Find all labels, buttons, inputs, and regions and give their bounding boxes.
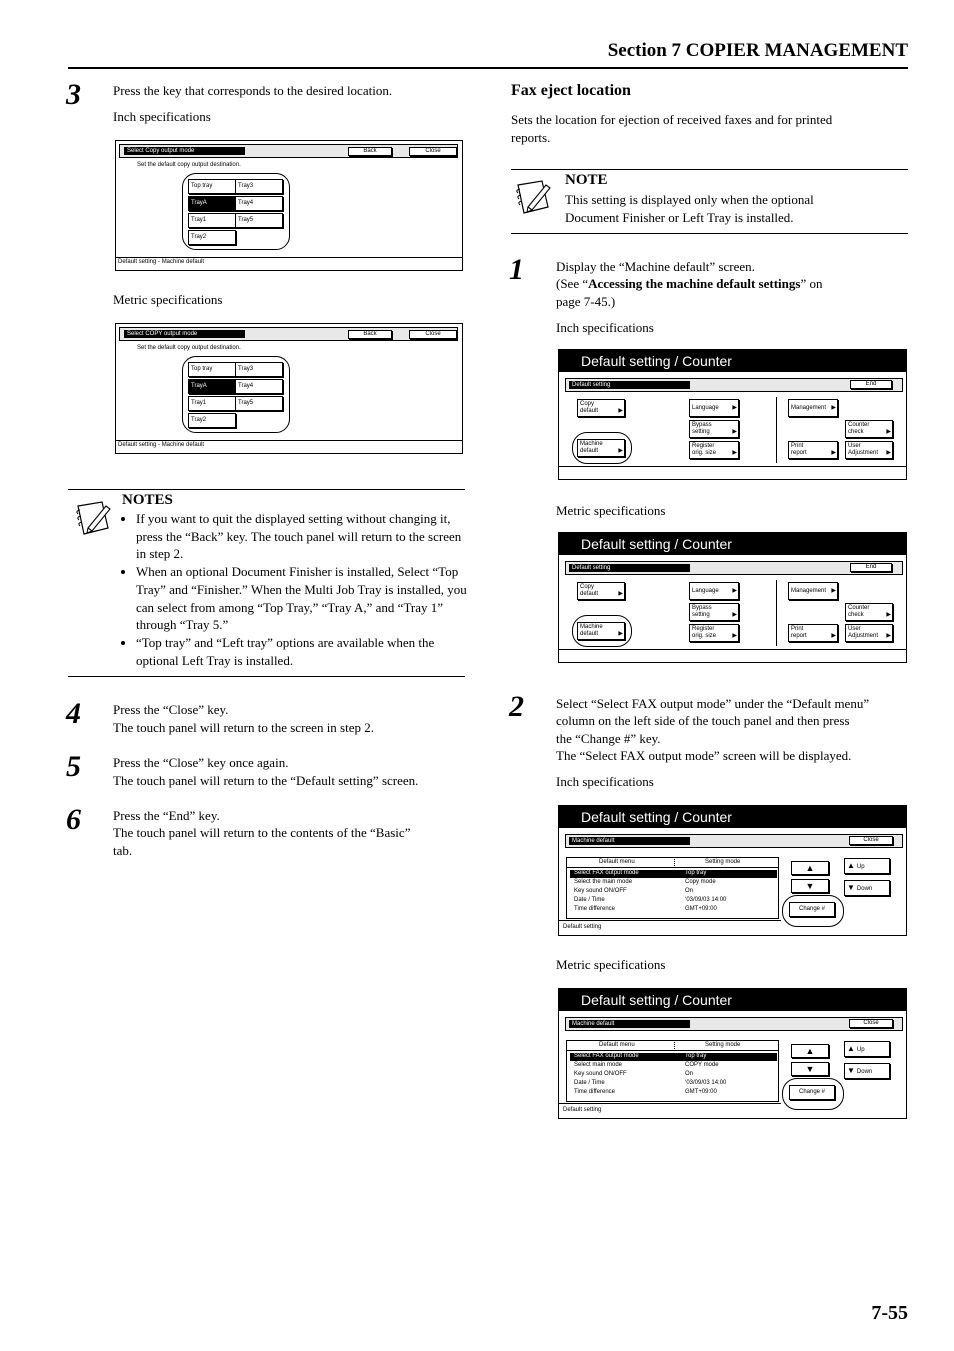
note-item: • When an optional Document Finisher is installed, Select “Top Tray” and “Finisher.” When the Multi Job Tray is installed, you can select from among “Top Tray,” “Tray A,” and “Tray 1” through “Tray 5.” [136, 563, 468, 634]
screen-footer: Default setting [563, 924, 602, 930]
step4-line1: Press the “Close” key. [113, 702, 229, 717]
step2-line1: Select “Select FAX output mode” under the “Default menu” [556, 696, 870, 711]
step2-line2: column on the left side of the touch panel and then press [556, 713, 850, 728]
step-number-6: 6 [66, 803, 81, 836]
step6-line3: tab. [113, 843, 133, 858]
tray3-button[interactable]: Tray3 [235, 362, 283, 377]
footer-divider [559, 920, 781, 921]
menu-row[interactable]: Date / Time ‘03/09/03 14:00 [574, 897, 727, 903]
footer-divider [116, 257, 462, 258]
up-button[interactable]: ▲ Up [844, 1041, 890, 1057]
footer-divider [559, 1103, 781, 1104]
tray5-button[interactable]: Tray5 [235, 396, 283, 411]
down-icon: ▼ [847, 883, 855, 892]
col-header-menu: Default menu [599, 1042, 635, 1048]
menu-row[interactable]: Time difference GMT+09:00 [574, 1089, 717, 1095]
machine-default-screen-metric [558, 988, 907, 1119]
close-button[interactable]: Close [409, 330, 457, 339]
default-setting-screen-metric [558, 532, 907, 663]
step6-line2: The touch panel will return to the contents of the “Basic” [113, 825, 411, 840]
step1-line3: page 7-45.) [556, 294, 616, 309]
counter-check-button[interactable]: Counter check ▶ [845, 420, 893, 438]
register-orig-size-button[interactable]: Register orig. size ▶ [689, 624, 739, 642]
end-button[interactable]: End [850, 380, 892, 389]
step-number-4: 4 [66, 697, 81, 730]
sub-title: Machine default [569, 837, 690, 845]
traya-button[interactable]: TrayA [188, 196, 236, 211]
footer-divider [559, 466, 906, 467]
notes-top-rule [68, 489, 465, 490]
copy-output-screen-metric [115, 323, 463, 454]
end-button[interactable]: End [850, 563, 892, 572]
management-button[interactable]: Management ▶ [788, 399, 838, 417]
default-setting-screen-inch [558, 349, 907, 480]
tray1-button[interactable]: Tray1 [188, 213, 236, 228]
header-rule [68, 67, 908, 69]
up-icon: ▲ [847, 1044, 855, 1053]
step5-line2: The touch panel will return to the “Default setting” screen. [113, 773, 419, 788]
bypass-setting-button[interactable]: Bypass setting ▶ [689, 603, 739, 621]
step3-text: Press the key that corresponds to the desired location. [113, 83, 393, 98]
copy-default-button[interactable]: Copy default ▶ [577, 399, 625, 417]
step-number-5: 5 [66, 750, 81, 783]
note-item: • If you want to quit the displayed setting without changing it, press the “Back” key. The touch panel will return to the screen in step 2. [136, 510, 468, 563]
step6-line1: Press the “End” key. [113, 808, 220, 823]
machine-default-button[interactable]: Machine default ▶ [577, 622, 625, 640]
column-divider [776, 580, 777, 646]
tray2-button[interactable]: Tray2 [188, 230, 236, 245]
step2-inch-label: Inch specifications [556, 774, 654, 789]
step2-line3: the “Change #” key. [556, 731, 661, 746]
notes-bottom-rule [68, 676, 465, 677]
register-orig-size-button[interactable]: Register orig. size ▶ [689, 441, 739, 459]
down-icon: ▼ [847, 1066, 855, 1075]
tray4-button[interactable]: Tray4 [235, 379, 283, 394]
notes-heading: NOTES [122, 492, 173, 508]
scroll-down-button[interactable]: ▼ [791, 879, 829, 893]
screen-title-bar [119, 327, 458, 341]
copy-output-screen-inch [115, 140, 463, 271]
scroll-up-button[interactable]: ▲ [791, 861, 829, 875]
screen-title-bar: Default setting / Counter [559, 806, 906, 828]
step1-metric-label: Metric specifications [556, 503, 666, 518]
note-line2: Document Finisher or Left Tray is installed. [565, 210, 794, 225]
menu-row[interactable]: Key sound ON/OFF On [574, 1071, 694, 1077]
down-button[interactable]: ▼ Down [844, 880, 890, 896]
step3-metric-label: Metric specifications [113, 292, 223, 307]
instruction-text: Set the default copy output destination. [137, 345, 241, 351]
default-menu-list [566, 857, 779, 919]
close-button[interactable]: Close [849, 836, 893, 845]
scroll-up-button[interactable]: ▲ [791, 1044, 829, 1058]
screen-footer: Default setting - Machine default [118, 259, 205, 265]
fax-heading: Fax eject location [511, 82, 631, 99]
sub-title-bar [565, 378, 903, 392]
down-button[interactable]: ▼ Down [844, 1063, 890, 1079]
menu-row[interactable]: Date / Time ‘03/09/03 14:00 [574, 1080, 727, 1086]
sub-title: Machine default [569, 1020, 690, 1028]
screen-title-bar [119, 144, 458, 158]
step1-see-line: (See “Accessing the machine default settings” on [556, 276, 823, 291]
step-number-1: 1 [509, 253, 524, 286]
close-button[interactable]: Close [849, 1019, 893, 1028]
step3-inch-label: Inch specifications [113, 109, 211, 124]
notepad-icon [512, 177, 554, 217]
back-button[interactable]: Back [348, 147, 392, 156]
col-header-menu: Default menu [599, 859, 635, 865]
tray3-button[interactable]: Tray3 [235, 179, 283, 194]
step1-line1: Display the “Machine default” screen. [556, 259, 755, 274]
screen-footer: Default setting - Machine default [118, 442, 205, 448]
page-number: 7-55 [871, 1302, 908, 1324]
change-button[interactable]: Change # [789, 1085, 835, 1100]
step2-metric-label: Metric specifications [556, 957, 666, 972]
notepad-icon [72, 498, 114, 538]
top-tray-button[interactable]: Top tray [188, 362, 236, 377]
footer-divider [559, 649, 906, 650]
screen-title-bar: Default setting / Counter [559, 350, 906, 372]
print-report-button[interactable]: Print report ▶ [788, 624, 838, 642]
counter-check-button[interactable]: Counter check ▶ [845, 603, 893, 621]
user-adjustment-button[interactable]: User Adjustment ▶ [845, 624, 893, 642]
note-item: • “Top tray” and “Left tray” options are available when the optional Left Tray is installed. [136, 634, 468, 669]
default-menu-list [566, 1040, 779, 1102]
menu-row-selected[interactable]: Select FAX output mode Top tray [570, 870, 777, 878]
menu-row[interactable]: Select main mode COPY mode [574, 1062, 719, 1068]
up-button[interactable]: ▲ Up [844, 858, 890, 874]
note-heading: NOTE [565, 172, 608, 188]
footer-divider [116, 440, 462, 441]
menu-row[interactable]: Select the main mode Copy mode [574, 879, 716, 885]
fax-intro-line1: Sets the location for ejection of received faxes and for printed [511, 112, 833, 127]
language-button[interactable]: Language ▶ [689, 582, 739, 600]
screen-title-bar: Default setting / Counter [559, 533, 906, 555]
notes-list [114, 510, 468, 669]
fax-intro-line2: reports. [511, 130, 551, 145]
language-button[interactable]: Language ▶ [689, 399, 739, 417]
sub-title: Default setting [569, 381, 690, 389]
change-button[interactable]: Change # [789, 902, 835, 917]
machine-default-button[interactable]: Machine default ▶ [577, 439, 625, 457]
up-icon: ▲ [847, 861, 855, 870]
note-bottom-rule [511, 233, 908, 234]
sub-title-bar [565, 1017, 903, 1031]
traya-button[interactable]: TrayA [188, 379, 236, 394]
user-adjustment-button[interactable]: User Adjustment ▶ [845, 441, 893, 459]
column-divider [776, 397, 777, 463]
menu-row[interactable]: Key sound ON/OFF On [574, 888, 694, 894]
back-button[interactable]: Back [348, 330, 392, 339]
screen-title: Select Copy output mode [124, 147, 245, 155]
tray4-button[interactable]: Tray4 [235, 196, 283, 211]
step-number-2: 2 [509, 690, 524, 723]
sub-title: Default setting [569, 564, 690, 572]
instruction-text: Set the default copy output destination. [137, 162, 241, 168]
section-title: Section 7 COPIER MANAGEMENT [607, 40, 908, 61]
screen-title: Select COPY output mode [124, 330, 245, 338]
screen-footer: Default setting [563, 1107, 602, 1113]
sub-title-bar [565, 561, 903, 575]
menu-row[interactable]: Time difference GMT+09:00 [574, 906, 717, 912]
step-number-3: 3 [66, 78, 81, 111]
screen-title-bar: Default setting / Counter [559, 989, 906, 1011]
bypass-setting-button[interactable]: Bypass setting ▶ [689, 420, 739, 438]
header-rule [567, 867, 778, 868]
scroll-down-button[interactable]: ▼ [791, 1062, 829, 1076]
close-button[interactable]: Close [409, 147, 457, 156]
header-rule [567, 1050, 778, 1051]
print-report-button[interactable]: Print report ▶ [788, 441, 838, 459]
step5-line1: Press the “Close” key once again. [113, 755, 289, 770]
top-tray-button[interactable]: Top tray [188, 179, 236, 194]
management-button[interactable]: Management ▶ [788, 582, 838, 600]
note-top-rule [511, 169, 908, 170]
col-header-mode: Setting mode [705, 859, 741, 865]
step1-inch-label: Inch specifications [556, 320, 654, 335]
machine-default-screen-inch [558, 805, 907, 936]
col-header-mode: Setting mode [705, 1042, 741, 1048]
tray5-button[interactable]: Tray5 [235, 213, 283, 228]
tray2-button[interactable]: Tray2 [188, 413, 236, 428]
copy-default-button[interactable]: Copy default ▶ [577, 582, 625, 600]
step2-line4: The “Select FAX output mode” screen will be displayed. [556, 748, 852, 763]
sub-title-bar [565, 834, 903, 848]
note-line1: This setting is displayed only when the optional [565, 192, 814, 207]
step4-line2: The touch panel will return to the screen in step 2. [113, 720, 375, 735]
menu-row-selected[interactable]: Select FAX output mode Top tray [570, 1053, 777, 1061]
tray1-button[interactable]: Tray1 [188, 396, 236, 411]
